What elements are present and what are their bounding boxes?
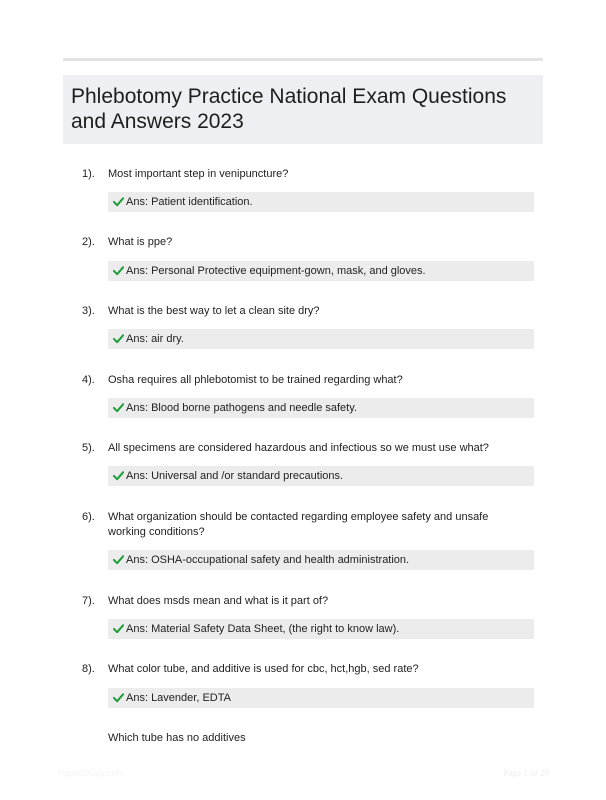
question-text: What organization should be contacted regarding employee safety and unsafe working conditions? — [108, 511, 489, 538]
question-number: 2). — [82, 236, 95, 248]
question-number: 8). — [82, 663, 95, 675]
answer-text: Ans: air dry. — [126, 333, 184, 345]
check-icon — [113, 265, 124, 276]
question-number: 1). — [82, 168, 95, 180]
question-text: All specimens are considered hazardous and infectious so we must use what? — [108, 442, 489, 454]
answer-box — [108, 688, 534, 708]
question-number: 3). — [82, 305, 95, 317]
question-text: Most important step in venipuncture? — [108, 168, 289, 180]
answer-box — [108, 192, 534, 212]
footer-watermark: PaperStudy.com — [58, 768, 124, 778]
check-icon — [113, 402, 124, 413]
answer-text: Ans: Universal and /or standard precautions. — [126, 470, 344, 482]
check-icon — [113, 554, 124, 565]
answer-box — [108, 329, 534, 349]
answer-box — [108, 261, 534, 281]
answer-box — [108, 619, 534, 639]
header-divider — [63, 58, 543, 61]
check-icon — [113, 333, 124, 344]
answer-text: Ans: OSHA-occupational safety and health administration. — [126, 554, 410, 566]
answer-text: Ans: Material Safety Data Sheet, (the right to know law). — [126, 623, 400, 635]
question-number: 4). — [82, 374, 95, 386]
question-number: 7). — [82, 595, 95, 607]
question-number: 6). — [82, 511, 95, 523]
answer-text: Ans: Lavender, EDTA — [126, 692, 231, 704]
title-banner — [63, 75, 543, 144]
answer-text: Ans: Patient identification. — [126, 196, 253, 208]
question-text: Which tube has no additives — [108, 732, 246, 744]
check-icon — [113, 196, 124, 207]
page-title: Phlebotomy Practice National Exam Questions and Answers 2023 — [71, 85, 507, 133]
check-icon — [113, 692, 124, 703]
question-text: Osha requires all phlebotomist to be trained regarding what? — [108, 374, 403, 386]
answer-box — [108, 550, 534, 570]
question-text: What is ppe? — [108, 236, 173, 248]
question-number: 5). — [82, 442, 95, 454]
page-number: Page 1 of 29 — [503, 768, 549, 778]
check-icon — [113, 623, 124, 634]
question-text: What does msds mean and what is it part of? — [108, 595, 329, 607]
answer-box — [108, 466, 534, 486]
check-icon — [113, 470, 124, 481]
question-text: What color tube, and additive is used for cbc, hct,hgb, sed rate? — [108, 663, 419, 675]
answer-text: Ans: Personal Protective equipment-gown, mask, and gloves. — [126, 265, 426, 277]
answer-box — [108, 398, 534, 418]
question-text: What is the best way to let a clean site dry? — [108, 305, 320, 317]
answer-text: Ans: Blood borne pathogens and needle safety. — [126, 402, 357, 414]
